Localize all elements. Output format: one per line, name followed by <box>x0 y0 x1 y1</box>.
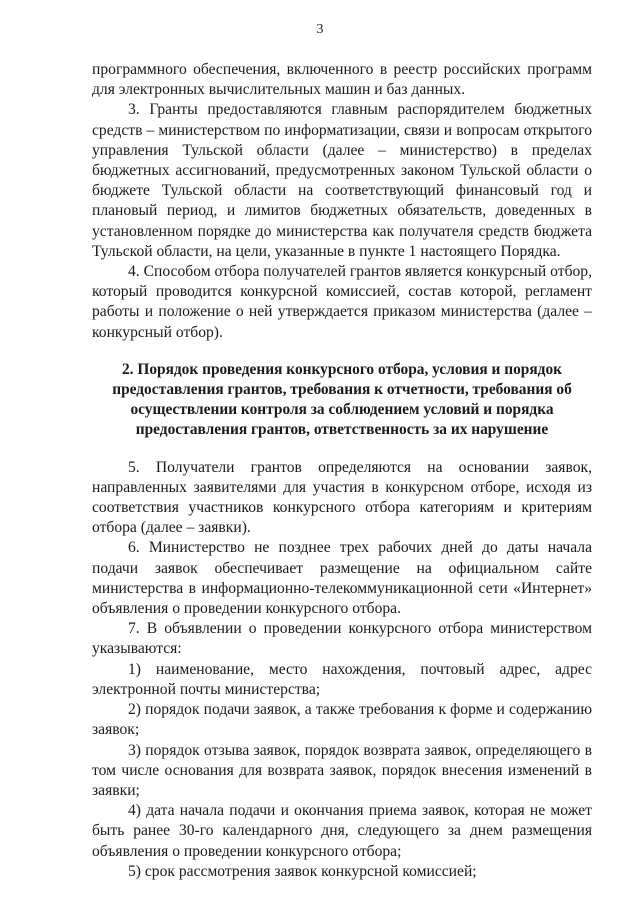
paragraph-item-7: 7. В объявлении о проведении конкурсного отбора министерством указываются: <box>92 620 592 658</box>
paragraph-item-4: 4. Способом отбора получателей грантов является конкурсный отбор, который проводится конкурсной комиссией, состав которой, регламент работы и положение о ней утверждается приказом министерства (далее – конкурсный отбор). <box>92 263 592 341</box>
page-number: 3 <box>316 22 324 37</box>
list-item-4: 4) дата начала подачи и окончания приема заявок, которая не может быть ранее 30-го календарного дня, следующего за днем размещения объявления о проведении конкурсного отбора; <box>92 802 592 860</box>
paragraph-item-3: 3. Гранты предоставляются главным распорядителем бюджетных средств – министерством по информатизации, связи и вопросам открытого управления Тульской области (далее – министерство) в пределах бюджетных ассигнований, предусмотренных законом Тульской области о бюджете Тульской области на соответствующий финансовый год и плановый период, и лимитов бюджетных обязательств, доведенных в установленном порядке до министерства как получателя средств бюджета Тульской области, на цели, указанные в пункте 1 настоящего Порядка. <box>92 101 592 260</box>
document-body <box>92 60 592 882</box>
list-item-3: 3) порядок отзыва заявок, порядок возврата заявок, определяющего в том числе основания для возврата заявок, порядок внесения изменений в заявки; <box>92 741 592 799</box>
list-item-2: 2) порядок подачи заявок, а также требования к форме и содержанию заявок; <box>92 701 592 739</box>
paragraph-item-6: 6. Министерство не позднее трех рабочих дней до даты начала подачи заявок обеспечивает размещение на официальном сайте министерства в информационно-телекоммуникационной сети «Интернет» объявления о проведении конкурсного отбора. <box>92 539 592 618</box>
paragraph-continuation: программного обеспечения, включенного в реестр российских программ для электронных вычислительных машин и баз данных. <box>92 61 592 99</box>
section-title: 2. Порядок проведения конкурсного отбора, условия и порядок предоставления грантов, требования к отчетности, требования об осуществлении контроля за соблюдением условий и порядка предоставления грантов, ответственность за их нарушение <box>112 360 572 439</box>
list-item-5: 5) срок рассмотрения заявок конкурсной комиссией; <box>128 862 477 880</box>
list-item-1: 1) наименование, место нахождения, почтовый адрес, адрес электронной почты министерства; <box>92 660 592 698</box>
paragraph-item-5: 5. Получатели грантов определяются на основании заявок, направленных заявителями для участия в конкурсном отборе, исходя из соответствия участников конкурсного отбора категориям и критериям отбора (далее – заявки). <box>92 458 592 537</box>
